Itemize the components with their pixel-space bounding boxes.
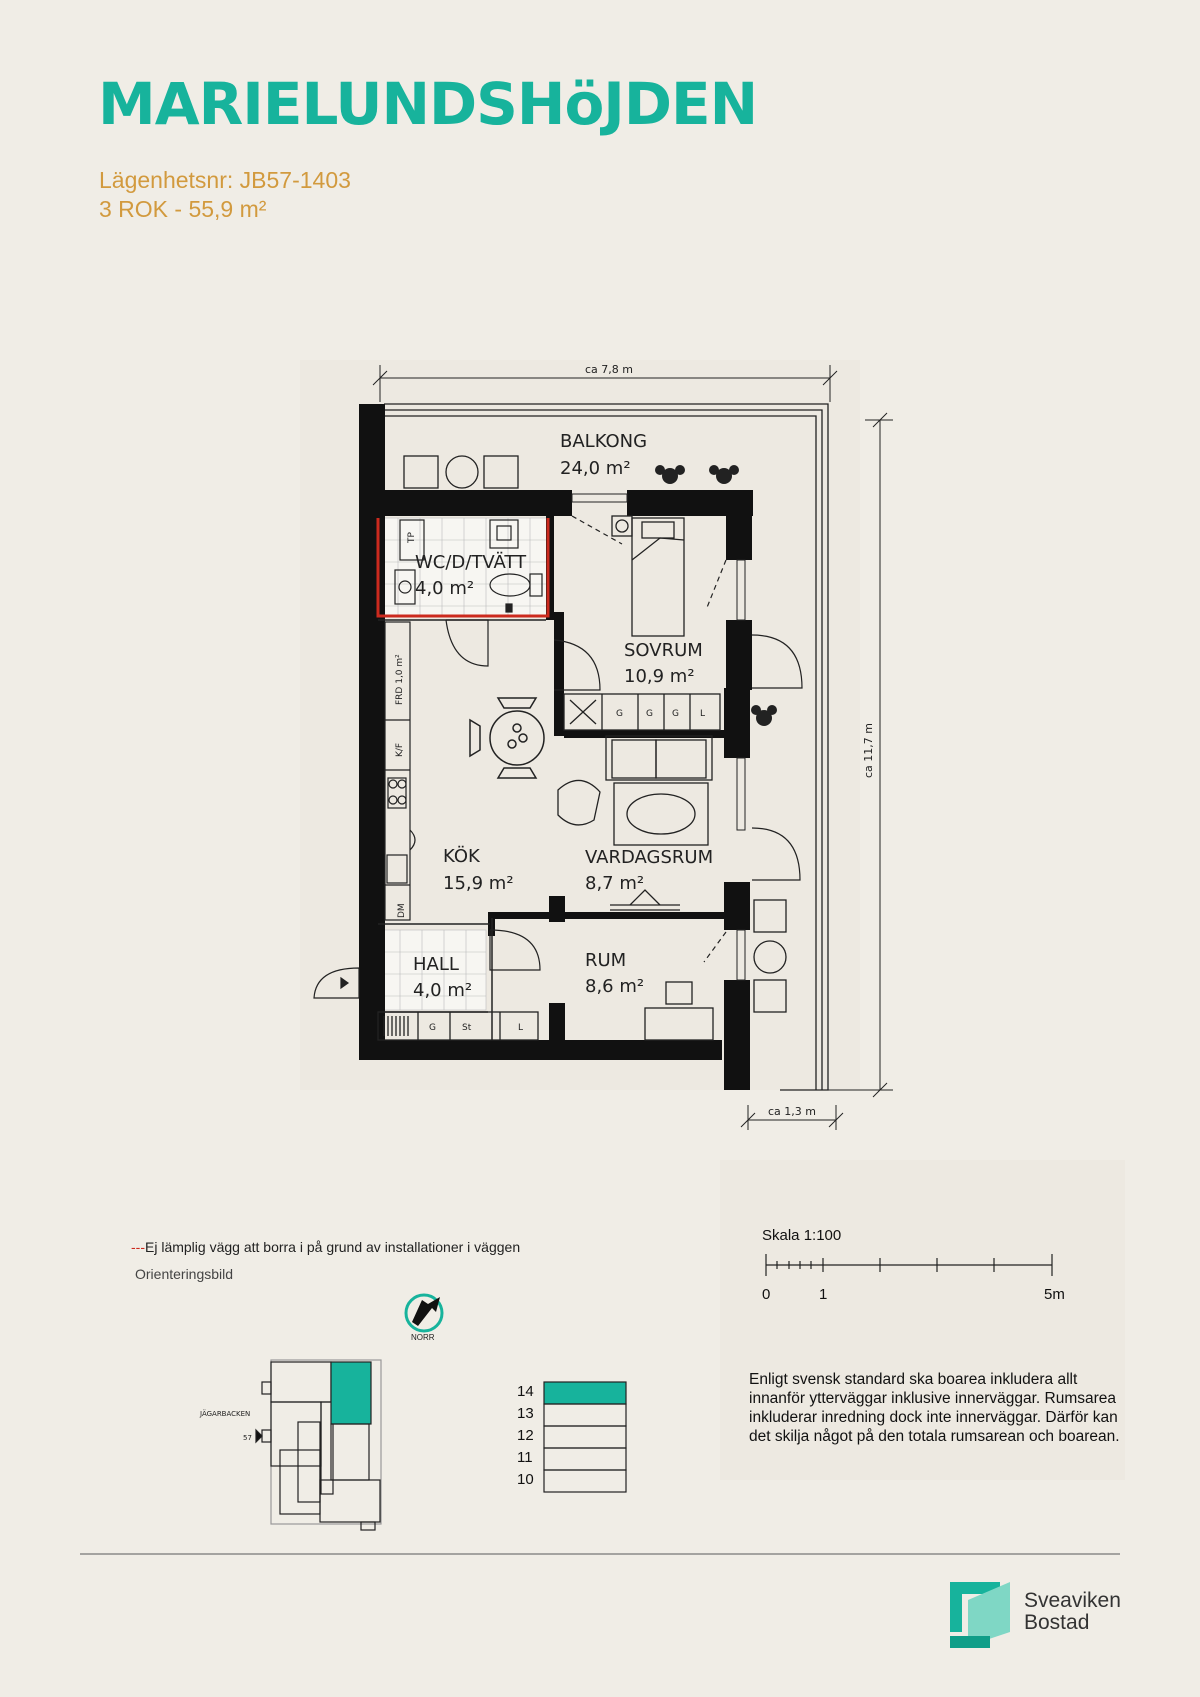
wardrobe-g-2: G (646, 709, 653, 719)
room-area-balkong: 24,0 m² (560, 458, 631, 479)
brand-line-1: Sveaviken (1024, 1589, 1121, 1612)
brand-name (1024, 1590, 1121, 1634)
room-area-sovrum: 10,9 m² (624, 666, 695, 687)
room-name-kok: KÖK (443, 846, 480, 867)
tp-label: TP (407, 532, 417, 543)
dimension-balcony-label: ca 1,3 m (768, 1105, 816, 1118)
page-title: MARIELUNDSHöJDEN (98, 70, 758, 138)
brand-line-2: Bostad (1024, 1611, 1090, 1634)
floor-13: 13 (517, 1405, 534, 1422)
drill-warning (131, 1239, 520, 1255)
floor-11: 11 (517, 1449, 533, 1466)
scale-label-zero: 0 (762, 1286, 771, 1303)
north-arrow-icon (406, 1295, 442, 1331)
kf-label: K/F (395, 742, 405, 757)
wardrobe-g-3: G (672, 709, 679, 719)
room-area-hall: 4,0 m² (413, 980, 473, 1001)
orientation-map (256, 1360, 381, 1530)
room-name-vardagsrum: VARDAGSRUM (585, 847, 714, 868)
floor-indicator (544, 1382, 626, 1492)
scale-label-five: 5m (1044, 1286, 1065, 1303)
hall-wardrobe-l: L (518, 1023, 524, 1033)
dishwasher-label: DM (397, 903, 407, 918)
scale-label-one: 1 (819, 1286, 828, 1303)
floor-12: 12 (517, 1427, 534, 1444)
room-area-vardagsrum: 8,7 m² (585, 873, 645, 894)
room-area-kok: 15,9 m² (443, 873, 514, 894)
room-area-rum: 8,6 m² (585, 976, 645, 997)
room-name-wc: WC/D/TVÄTT (415, 552, 527, 573)
wardrobe-g-1: G (616, 709, 623, 719)
area-disclaimer: Enligt svensk standard ska boarea inkludera allt innanför ytterväggar inklusive innerväggar. Rumsarea inkluderar inredning dock inte innerväggar. Därför kan det skilja något på den totala rumsarean och boarean. (749, 1371, 1120, 1445)
floor-10: 10 (517, 1471, 534, 1488)
wardrobe-l-1: L (700, 709, 706, 719)
warning-marker: --- (131, 1239, 145, 1255)
dimension-depth-label: ca 11,7 m (862, 723, 875, 778)
north-label: NORR (411, 1333, 435, 1342)
entrance-number: 57 (243, 1434, 252, 1442)
room-name-balkong: BALKONG (560, 431, 648, 452)
warning-text: Ej lämplig vägg att borra i på grund av installationer i väggen (145, 1239, 521, 1255)
apartment-number: Lägenhetsnr: JB57-1403 (99, 167, 351, 193)
room-area-wc: 4,0 m² (415, 578, 475, 599)
room-name-rum: RUM (585, 950, 627, 971)
orientation-title: Orienteringsbild (135, 1266, 234, 1282)
scale-title: Skala 1:100 (762, 1227, 842, 1244)
logo-icon (950, 1582, 1010, 1648)
fridge-freezer-label: FRD 1,0 m² (395, 654, 405, 705)
room-name-hall: HALL (413, 954, 459, 975)
floor-14: 14 (517, 1383, 534, 1400)
street-label: JÄGARBACKEN (200, 1410, 251, 1418)
dimension-width-label: ca 7,8 m (585, 363, 633, 376)
hall-wardrobe-g: G (429, 1023, 436, 1033)
apartment-size: 3 ROK - 55,9 m² (99, 196, 267, 222)
room-name-sovrum: SOVRUM (624, 640, 703, 661)
hall-wardrobe-st: St (462, 1023, 472, 1033)
